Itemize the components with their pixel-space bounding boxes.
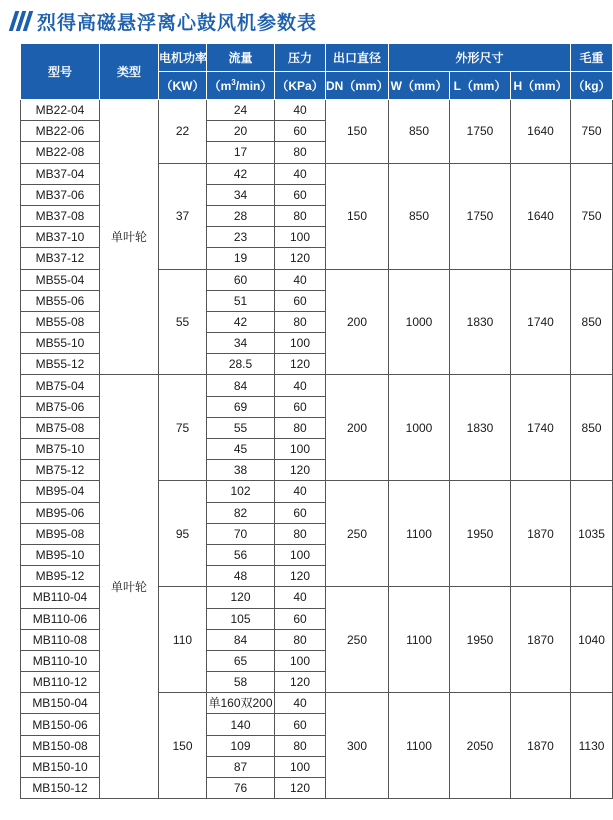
- model-cell: MB150-12: [21, 778, 100, 799]
- pressure-cell: 40: [275, 587, 326, 608]
- flow-cell: 84: [207, 375, 275, 396]
- height-cell: 1740: [511, 269, 571, 375]
- flow-cell: 48: [207, 566, 275, 587]
- type-cell: 单叶轮: [100, 375, 159, 799]
- pressure-cell: 40: [275, 693, 326, 714]
- flow-cell: 34: [207, 184, 275, 205]
- height-cell: 1870: [511, 587, 571, 693]
- header-weight-unit: （kg）: [571, 72, 613, 100]
- height-cell: 1640: [511, 100, 571, 164]
- model-cell: MB55-10: [21, 333, 100, 354]
- outlet-cell: 300: [326, 693, 389, 799]
- outlet-cell: 150: [326, 100, 389, 164]
- model-cell: MB150-10: [21, 756, 100, 777]
- width-cell: 1100: [389, 693, 450, 799]
- pressure-cell: 100: [275, 650, 326, 671]
- outlet-cell: 250: [326, 587, 389, 693]
- pressure-cell: 60: [275, 502, 326, 523]
- height-cell: 1870: [511, 693, 571, 799]
- page-title: 烈得高磁悬浮离心鼓风机参数表: [37, 11, 318, 34]
- pressure-cell: 60: [275, 121, 326, 142]
- model-cell: MB75-08: [21, 417, 100, 438]
- flow-cell: 109: [207, 735, 275, 756]
- flow-cell: 76: [207, 778, 275, 799]
- model-cell: MB37-10: [21, 227, 100, 248]
- weight-cell: 850: [571, 269, 613, 375]
- model-cell: MB37-12: [21, 248, 100, 269]
- flow-cell: 19: [207, 248, 275, 269]
- pressure-cell: 60: [275, 184, 326, 205]
- weight-cell: 1130: [571, 693, 613, 799]
- pressure-cell: 40: [275, 375, 326, 396]
- pressure-cell: 60: [275, 290, 326, 311]
- flow-cell: 82: [207, 502, 275, 523]
- table-row: [21, 375, 613, 396]
- length-cell: 1950: [450, 587, 511, 693]
- header-flow: 流量: [207, 44, 275, 72]
- pressure-cell: 100: [275, 333, 326, 354]
- flow-cell: 70: [207, 523, 275, 544]
- power-cell: 150: [159, 693, 207, 799]
- flow-cell: 28: [207, 205, 275, 226]
- model-cell: MB75-06: [21, 396, 100, 417]
- table-row: [21, 100, 613, 121]
- header-w-unit: W（mm）: [389, 72, 450, 100]
- flow-cell: 69: [207, 396, 275, 417]
- pressure-cell: 40: [275, 481, 326, 502]
- spec-table: [20, 43, 613, 799]
- weight-cell: 1035: [571, 481, 613, 587]
- model-cell: MB75-10: [21, 439, 100, 460]
- model-cell: MB150-04: [21, 693, 100, 714]
- weight-cell: 750: [571, 100, 613, 164]
- flow-cell: 102: [207, 481, 275, 502]
- pressure-cell: 40: [275, 163, 326, 184]
- flow-cell: 84: [207, 629, 275, 650]
- length-cell: 1750: [450, 163, 511, 269]
- model-cell: MB37-04: [21, 163, 100, 184]
- header-outlet-unit: DN（mm）: [326, 72, 389, 100]
- flow-cell: 105: [207, 608, 275, 629]
- pressure-cell: 100: [275, 544, 326, 565]
- model-cell: MB110-04: [21, 587, 100, 608]
- flow-cell: 单160双200: [207, 693, 275, 714]
- power-cell: 110: [159, 587, 207, 693]
- pressure-cell: 60: [275, 714, 326, 735]
- pressure-cell: 60: [275, 396, 326, 417]
- height-cell: 1740: [511, 375, 571, 481]
- power-cell: 95: [159, 481, 207, 587]
- model-cell: MB110-06: [21, 608, 100, 629]
- length-cell: 1950: [450, 481, 511, 587]
- flow-cell: 56: [207, 544, 275, 565]
- pressure-cell: 120: [275, 460, 326, 481]
- model-cell: MB95-12: [21, 566, 100, 587]
- header-h-unit: H（mm）: [511, 72, 571, 100]
- flow-cell: 42: [207, 311, 275, 332]
- flow-cell: 120: [207, 587, 275, 608]
- outlet-cell: 200: [326, 269, 389, 375]
- flow-cell: 65: [207, 650, 275, 671]
- type-cell: 单叶轮: [100, 100, 159, 375]
- length-cell: 1750: [450, 100, 511, 164]
- title-slashes-icon: [12, 11, 30, 31]
- model-cell: MB55-12: [21, 354, 100, 375]
- outlet-cell: 150: [326, 163, 389, 269]
- flow-cell: 87: [207, 756, 275, 777]
- flow-cell: 28.5: [207, 354, 275, 375]
- pressure-cell: 80: [275, 523, 326, 544]
- model-cell: MB110-08: [21, 629, 100, 650]
- weight-cell: 850: [571, 375, 613, 481]
- header-flow-unit: $(m^3/\min)$: [207, 72, 275, 100]
- power-cell: 22: [159, 100, 207, 164]
- pressure-cell: 80: [275, 417, 326, 438]
- model-cell: MB95-10: [21, 544, 100, 565]
- flow-cell: 38: [207, 460, 275, 481]
- model-cell: MB150-08: [21, 735, 100, 756]
- header-model: 型号: [21, 44, 100, 100]
- header-dims: 外形尺寸: [389, 44, 571, 72]
- model-cell: MB110-12: [21, 672, 100, 693]
- flow-cell: 23: [207, 227, 275, 248]
- model-cell: MB55-06: [21, 290, 100, 311]
- model-cell: MB95-04: [21, 481, 100, 502]
- pressure-cell: 80: [275, 629, 326, 650]
- flow-cell: 24: [207, 100, 275, 121]
- length-cell: 2050: [450, 693, 511, 799]
- pressure-cell: 60: [275, 608, 326, 629]
- flow-cell: 17: [207, 142, 275, 163]
- flow-cell: 60: [207, 269, 275, 290]
- pressure-cell: 120: [275, 354, 326, 375]
- height-cell: 1870: [511, 481, 571, 587]
- pressure-cell: 120: [275, 672, 326, 693]
- header-pressure: 压力: [275, 44, 326, 72]
- pressure-cell: 120: [275, 566, 326, 587]
- length-cell: 1830: [450, 269, 511, 375]
- flow-cell: 34: [207, 333, 275, 354]
- pressure-cell: 120: [275, 248, 326, 269]
- model-cell: MB22-08: [21, 142, 100, 163]
- flow-cell: 140: [207, 714, 275, 735]
- outlet-cell: 250: [326, 481, 389, 587]
- width-cell: 850: [389, 163, 450, 269]
- model-cell: MB55-04: [21, 269, 100, 290]
- pressure-cell: 120: [275, 778, 326, 799]
- power-cell: 37: [159, 163, 207, 269]
- pressure-cell: 40: [275, 269, 326, 290]
- flow-cell: 20: [207, 121, 275, 142]
- power-cell: 55: [159, 269, 207, 375]
- pressure-cell: 40: [275, 100, 326, 121]
- pressure-cell: 80: [275, 205, 326, 226]
- power-cell: 75: [159, 375, 207, 481]
- width-cell: 1100: [389, 481, 450, 587]
- header-l-unit: L（mm）: [450, 72, 511, 100]
- header-type: 类型: [100, 44, 159, 100]
- header-power: 电机功率: [159, 44, 207, 72]
- model-cell: MB22-04: [21, 100, 100, 121]
- model-cell: MB75-04: [21, 375, 100, 396]
- flow-cell: 42: [207, 163, 275, 184]
- length-cell: 1830: [450, 375, 511, 481]
- height-cell: 1640: [511, 163, 571, 269]
- model-cell: MB22-06: [21, 121, 100, 142]
- flow-cell: 45: [207, 439, 275, 460]
- width-cell: 850: [389, 100, 450, 164]
- model-cell: MB95-08: [21, 523, 100, 544]
- outlet-cell: 200: [326, 375, 389, 481]
- pressure-cell: 80: [275, 735, 326, 756]
- weight-cell: 1040: [571, 587, 613, 693]
- pressure-cell: 100: [275, 756, 326, 777]
- header-weight: 毛重: [571, 44, 613, 72]
- model-cell: MB37-08: [21, 205, 100, 226]
- flow-cell: 58: [207, 672, 275, 693]
- width-cell: 1000: [389, 375, 450, 481]
- model-cell: MB55-08: [21, 311, 100, 332]
- header-power-unit: （KW）: [159, 72, 207, 100]
- width-cell: 1000: [389, 269, 450, 375]
- pressure-cell: 100: [275, 439, 326, 460]
- pressure-cell: 80: [275, 311, 326, 332]
- model-cell: MB150-06: [21, 714, 100, 735]
- title-bar: [12, 6, 317, 36]
- spec-table-body: [21, 100, 613, 799]
- flow-cell: 51: [207, 290, 275, 311]
- model-cell: MB75-12: [21, 460, 100, 481]
- width-cell: 1100: [389, 587, 450, 693]
- model-cell: MB110-10: [21, 650, 100, 671]
- pressure-cell: 100: [275, 227, 326, 248]
- header-outlet: 出口直径: [326, 44, 389, 72]
- pressure-cell: 80: [275, 142, 326, 163]
- flow-cell: 55: [207, 417, 275, 438]
- model-cell: MB95-06: [21, 502, 100, 523]
- header-pressure-unit: （KPa）: [275, 72, 326, 100]
- weight-cell: 750: [571, 163, 613, 269]
- model-cell: MB37-06: [21, 184, 100, 205]
